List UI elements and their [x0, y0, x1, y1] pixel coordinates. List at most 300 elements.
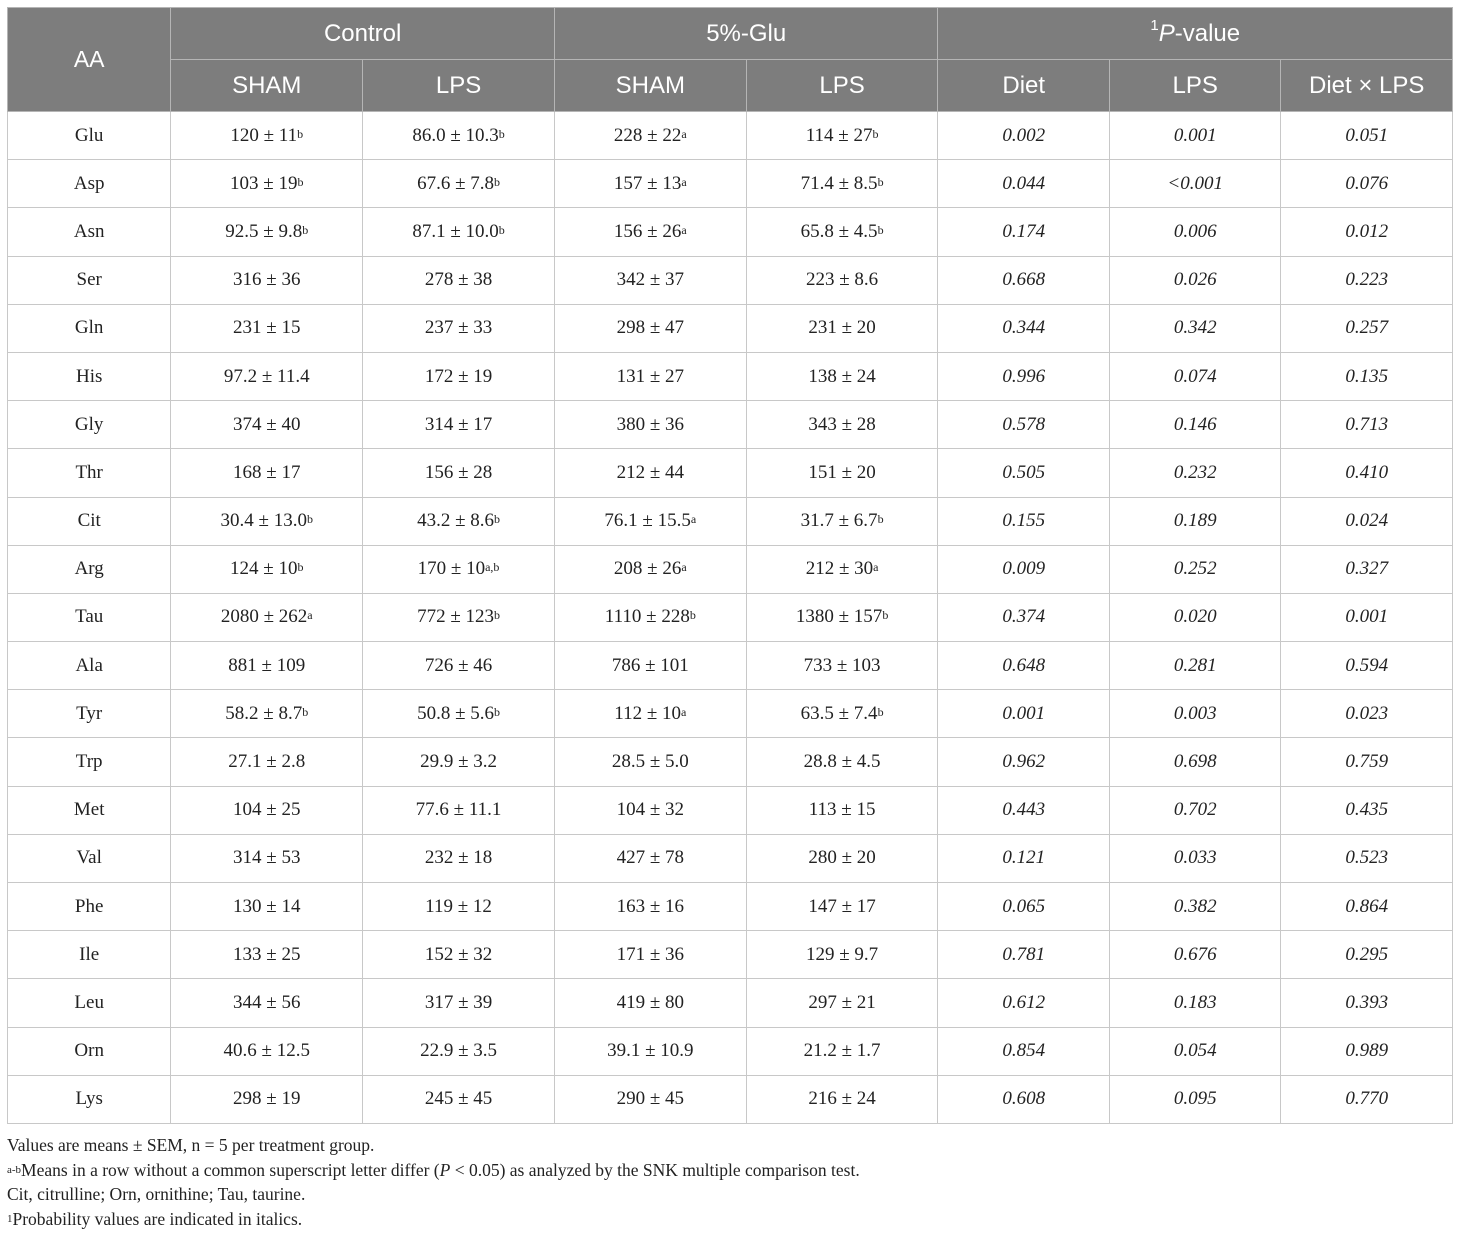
cell-p-lps: 0.006 [1109, 208, 1280, 256]
cell-p-interaction: 0.223 [1281, 256, 1453, 304]
cell-p-diet: 0.962 [938, 738, 1109, 786]
header-control: Control [171, 8, 555, 60]
cell-aa: Phe [8, 883, 171, 931]
cell-p-diet: 0.121 [938, 834, 1109, 882]
cell-superscript: b [882, 608, 889, 623]
cell-p-interaction: 0.295 [1281, 931, 1453, 979]
footnote-probability-text: Probability values are indicated in italics. [12, 1208, 303, 1229]
cell-aa: Thr [8, 449, 171, 497]
header-control-sham: SHAM [171, 60, 363, 112]
cell-control-lps [363, 256, 555, 304]
cell-control-sham [171, 112, 363, 160]
cell-p-diet: 0.443 [938, 786, 1109, 834]
cell-p-interaction: 0.435 [1281, 786, 1453, 834]
cell-superscript: b [877, 222, 884, 237]
cell-glu-lps [746, 1027, 938, 1075]
cell-control-sham [171, 352, 363, 400]
cell-p-diet: 0.001 [938, 690, 1109, 738]
cell-value: 130 ± 14 [233, 895, 301, 917]
cell-glu-lps [746, 642, 938, 690]
cell-control-lps [363, 304, 555, 352]
cell-value: 39.1 ± 10.9 [607, 1040, 694, 1062]
cell-glu-lps [746, 160, 938, 208]
cell-p-interaction: 0.410 [1281, 449, 1453, 497]
cell-value: 147 ± 17 [808, 895, 876, 917]
table-row [8, 786, 1453, 834]
cell-value: 112 ± 10 [614, 702, 682, 724]
table-row [8, 883, 1453, 931]
table-row [8, 160, 1453, 208]
cell-p-lps: <0.001 [1109, 160, 1280, 208]
cell-aa: Ala [8, 642, 171, 690]
cell-p-lps: 0.382 [1109, 883, 1280, 931]
table-body [8, 112, 1453, 1124]
cell-value: 380 ± 36 [616, 413, 685, 435]
cell-value: 152 ± 32 [424, 943, 493, 965]
header-p-interaction: Diet × LPS [1281, 60, 1453, 112]
cell-value: 208 ± 26 [613, 558, 682, 580]
cell-value: 297 ± 21 [808, 991, 876, 1013]
cell-control-lps [363, 545, 555, 593]
cell-glu-lps [746, 931, 938, 979]
table-row [8, 112, 1453, 160]
cell-value: 63.5 ± 7.4 [800, 702, 878, 724]
cell-superscript: b [498, 222, 505, 237]
cell-p-interaction: 0.713 [1281, 401, 1453, 449]
footnote-values: Values are means ± SEM, n = 5 per treatment group. [7, 1135, 375, 1155]
table-row [8, 931, 1453, 979]
cell-control-sham [171, 834, 363, 882]
cell-value: 120 ± 11 [230, 124, 298, 146]
cell-glu-sham [554, 304, 746, 352]
cell-glu-sham [554, 786, 746, 834]
cell-value: 28.8 ± 4.5 [803, 751, 881, 773]
cell-value: 31.7 ± 6.7 [800, 510, 878, 532]
cell-value: 76.1 ± 15.5 [604, 510, 691, 532]
cell-value: 40.6 ± 12.5 [223, 1040, 310, 1062]
cell-value: 114 ± 27 [805, 124, 873, 146]
cell-control-lps [363, 786, 555, 834]
table-row [8, 1075, 1453, 1123]
cell-value: 168 ± 17 [233, 461, 301, 483]
cell-value: 21.2 ± 1.7 [803, 1040, 881, 1062]
cell-superscript: b [494, 512, 500, 527]
cell-glu-lps [746, 304, 938, 352]
cell-glu-sham [554, 931, 746, 979]
cell-p-diet: 0.578 [938, 401, 1109, 449]
header-glu-sham: SHAM [554, 60, 746, 112]
cell-p-interaction: 0.770 [1281, 1075, 1453, 1123]
cell-control-sham [171, 449, 363, 497]
cell-value: 157 ± 13 [613, 172, 682, 194]
cell-aa: Ile [8, 931, 171, 979]
cell-value: 245 ± 45 [424, 1088, 493, 1110]
cell-control-sham [171, 160, 363, 208]
cell-p-lps: 0.252 [1109, 545, 1280, 593]
cell-p-lps: 0.702 [1109, 786, 1280, 834]
cell-p-lps: 0.074 [1109, 352, 1280, 400]
cell-value: 772 ± 123 [417, 606, 494, 628]
table-row [8, 1027, 1453, 1075]
cell-superscript: b [302, 222, 309, 237]
cell-aa: Glu [8, 112, 171, 160]
cell-value: 65.8 ± 4.5 [800, 220, 878, 242]
cell-value: 29.9 ± 3.2 [420, 751, 497, 773]
cell-control-lps [363, 208, 555, 256]
cell-glu-sham [554, 545, 746, 593]
cell-value: 237 ± 33 [424, 317, 493, 339]
cell-p-lps: 0.033 [1109, 834, 1280, 882]
table-row [8, 449, 1453, 497]
cell-p-diet: 0.648 [938, 642, 1109, 690]
cell-superscript: b [297, 126, 304, 141]
cell-value: 170 ± 10 [417, 558, 486, 580]
cell-glu-lps [746, 497, 938, 545]
table-row [8, 593, 1453, 641]
cell-superscript: a [681, 126, 687, 141]
pvalue-footnote-mark: 1 [1150, 17, 1159, 34]
cell-glu-lps [746, 545, 938, 593]
footnote-probability [7, 1207, 1453, 1232]
cell-p-interaction: 0.001 [1281, 593, 1453, 641]
cell-value: 22.9 ± 3.5 [420, 1040, 497, 1062]
cell-control-sham [171, 786, 363, 834]
cell-p-diet: 0.612 [938, 979, 1109, 1027]
cell-glu-lps [746, 256, 938, 304]
cell-p-interaction: 0.594 [1281, 642, 1453, 690]
cell-value: 419 ± 80 [616, 991, 685, 1013]
cell-p-diet: 0.065 [938, 883, 1109, 931]
cell-p-lps: 0.676 [1109, 931, 1280, 979]
cell-glu-sham [554, 449, 746, 497]
cell-value: 92.5 ± 9.8 [225, 220, 303, 242]
cell-p-lps: 0.095 [1109, 1075, 1280, 1123]
cell-value: 228 ± 22 [613, 124, 682, 146]
cell-control-sham [171, 642, 363, 690]
cell-value: 314 ± 17 [424, 413, 493, 435]
cell-value: 290 ± 45 [616, 1088, 685, 1110]
cell-glu-lps [746, 208, 938, 256]
cell-value: 58.2 ± 8.7 [225, 702, 303, 724]
cell-value: 278 ± 38 [424, 269, 493, 291]
cell-glu-sham [554, 160, 746, 208]
cell-value: 1110 ± 228 [604, 606, 690, 628]
cell-p-diet: 0.668 [938, 256, 1109, 304]
cell-value: 223 ± 8.6 [806, 269, 879, 291]
cell-control-sham [171, 304, 363, 352]
cell-p-diet: 0.854 [938, 1027, 1109, 1075]
table-row [8, 497, 1453, 545]
cell-superscript: b [297, 174, 304, 189]
cell-p-lps: 0.020 [1109, 593, 1280, 641]
cell-value: 232 ± 18 [424, 847, 493, 869]
cell-value: 124 ± 10 [230, 558, 298, 580]
cell-p-lps: 0.146 [1109, 401, 1280, 449]
cell-aa: Gln [8, 304, 171, 352]
cell-superscript: a [307, 608, 313, 623]
cell-glu-sham [554, 593, 746, 641]
amino-acid-table [7, 7, 1453, 1124]
cell-value: 103 ± 19 [230, 172, 298, 194]
cell-aa: Trp [8, 738, 171, 786]
table-row [8, 979, 1453, 1027]
cell-control-sham [171, 979, 363, 1027]
cell-p-interaction: 0.327 [1281, 545, 1453, 593]
header-control-lps: LPS [363, 60, 555, 112]
cell-aa: Arg [8, 545, 171, 593]
cell-glu-sham [554, 642, 746, 690]
cell-value: 77.6 ± 11.1 [415, 799, 502, 821]
cell-control-sham [171, 401, 363, 449]
header-glu: 5%-Glu [554, 8, 938, 60]
header-glu-lps: LPS [746, 60, 938, 112]
cell-control-sham [171, 738, 363, 786]
header-pvalue [938, 8, 1453, 60]
cell-control-lps [363, 497, 555, 545]
cell-p-interaction: 0.257 [1281, 304, 1453, 352]
cell-p-diet: 0.009 [938, 545, 1109, 593]
cell-control-lps [363, 979, 555, 1027]
cell-superscript: b [689, 608, 696, 623]
cell-value: 881 ± 109 [228, 654, 306, 676]
cell-glu-sham [554, 497, 746, 545]
cell-p-diet: 0.344 [938, 304, 1109, 352]
cell-control-lps [363, 449, 555, 497]
cell-p-interaction: 0.864 [1281, 883, 1453, 931]
cell-glu-lps [746, 786, 938, 834]
cell-control-lps [363, 738, 555, 786]
cell-control-lps [363, 1075, 555, 1123]
cell-p-diet: 0.608 [938, 1075, 1109, 1123]
cell-glu-lps [746, 401, 938, 449]
cell-superscript: a [681, 560, 687, 575]
table-row [8, 352, 1453, 400]
cell-control-lps [363, 642, 555, 690]
cell-value: 156 ± 28 [424, 461, 493, 483]
cell-p-interaction: 0.024 [1281, 497, 1453, 545]
cell-value: 212 ± 30 [805, 558, 874, 580]
cell-aa: Val [8, 834, 171, 882]
table-row [8, 304, 1453, 352]
cell-value: 2080 ± 262 [220, 606, 308, 628]
cell-control-sham [171, 1075, 363, 1123]
cell-value: 86.0 ± 10.3 [412, 124, 499, 146]
cell-glu-sham [554, 112, 746, 160]
cell-value: 231 ± 15 [233, 317, 301, 339]
cell-superscript: b [494, 174, 500, 189]
cell-value: 67.6 ± 7.8 [417, 172, 494, 194]
table-row [8, 256, 1453, 304]
cell-control-sham [171, 545, 363, 593]
cell-control-sham [171, 1027, 363, 1075]
cell-value: 298 ± 19 [233, 1088, 301, 1110]
cell-glu-sham [554, 401, 746, 449]
cell-glu-lps [746, 352, 938, 400]
footnote-superscripts [7, 1158, 1453, 1183]
cell-value: 317 ± 39 [424, 991, 493, 1013]
table-row [8, 738, 1453, 786]
cell-superscript: a [690, 512, 697, 527]
cell-glu-sham [554, 979, 746, 1027]
cell-p-diet: 0.044 [938, 160, 1109, 208]
cell-superscript: a [681, 222, 687, 237]
cell-aa: Leu [8, 979, 171, 1027]
cell-value: 113 ± 15 [808, 799, 876, 821]
cell-p-interaction: 0.135 [1281, 352, 1453, 400]
table-footnotes [7, 1133, 1453, 1231]
cell-value: 212 ± 44 [616, 461, 685, 483]
cell-p-interaction: 0.759 [1281, 738, 1453, 786]
cell-p-interaction: 0.523 [1281, 834, 1453, 882]
cell-glu-lps [746, 1075, 938, 1123]
cell-value: 344 ± 56 [233, 991, 301, 1013]
cell-value: 163 ± 16 [616, 895, 685, 917]
cell-control-lps [363, 593, 555, 641]
cell-value: 30.4 ± 13.0 [220, 510, 307, 532]
cell-p-interaction: 0.393 [1281, 979, 1453, 1027]
cell-superscript: b [877, 704, 884, 719]
cell-value: 156 ± 26 [613, 220, 682, 242]
cell-value: 733 ± 103 [803, 654, 881, 676]
cell-p-diet: 0.505 [938, 449, 1109, 497]
cell-glu-sham [554, 208, 746, 256]
cell-control-sham [171, 256, 363, 304]
cell-value: 280 ± 20 [808, 847, 876, 869]
cell-value: 27.1 ± 2.8 [228, 751, 306, 773]
cell-glu-sham [554, 1027, 746, 1075]
table-row [8, 834, 1453, 882]
cell-value: 71.4 ± 8.5 [800, 172, 878, 194]
cell-value: 172 ± 19 [424, 365, 493, 387]
table-row [8, 690, 1453, 738]
cell-value: 1380 ± 157 [795, 606, 883, 628]
footnote-mark-ab: a-b [7, 1163, 22, 1176]
cell-glu-sham [554, 738, 746, 786]
cell-superscript: b [877, 512, 884, 527]
cell-p-diet: 0.155 [938, 497, 1109, 545]
cell-p-diet: 0.002 [938, 112, 1109, 160]
cell-value: 131 ± 27 [616, 365, 685, 387]
cell-aa: Tyr [8, 690, 171, 738]
cell-p-lps: 0.001 [1109, 112, 1280, 160]
header-p-diet: Diet [938, 60, 1109, 112]
cell-aa: Lys [8, 1075, 171, 1123]
cell-value: 786 ± 101 [611, 654, 689, 676]
cell-value: 87.1 ± 10.0 [412, 220, 499, 242]
cell-value: 298 ± 47 [616, 317, 685, 339]
cell-p-lps: 0.054 [1109, 1027, 1280, 1075]
cell-value: 343 ± 28 [808, 413, 876, 435]
cell-control-lps [363, 834, 555, 882]
cell-p-lps: 0.183 [1109, 979, 1280, 1027]
cell-glu-lps [746, 112, 938, 160]
cell-value: 427 ± 78 [616, 847, 685, 869]
cell-glu-lps [746, 690, 938, 738]
cell-value: 171 ± 36 [616, 943, 685, 965]
cell-control-sham [171, 931, 363, 979]
cell-glu-sham [554, 256, 746, 304]
table-container [7, 7, 1453, 1124]
cell-p-diet: 0.781 [938, 931, 1109, 979]
cell-value: 97.2 ± 11.4 [223, 365, 310, 387]
cell-aa: Orn [8, 1027, 171, 1075]
cell-p-interaction: 0.051 [1281, 112, 1453, 160]
cell-value: 374 ± 40 [233, 413, 301, 435]
cell-superscript: a [681, 174, 687, 189]
cell-control-lps [363, 352, 555, 400]
cell-p-lps: 0.026 [1109, 256, 1280, 304]
cell-glu-lps [746, 883, 938, 931]
cell-glu-lps [746, 834, 938, 882]
cell-glu-lps [746, 979, 938, 1027]
cell-superscript: b [498, 126, 505, 141]
cell-control-lps [363, 931, 555, 979]
cell-glu-lps [746, 449, 938, 497]
table-row [8, 208, 1453, 256]
cell-aa: Gly [8, 401, 171, 449]
cell-aa: Met [8, 786, 171, 834]
cell-superscript: b [494, 608, 500, 623]
cell-value: 216 ± 24 [808, 1088, 876, 1110]
table-row [8, 642, 1453, 690]
cell-glu-sham [554, 1075, 746, 1123]
cell-aa: Asp [8, 160, 171, 208]
footnote-abbreviations: Cit, citrulline; Orn, ornithine; Tau, taurine. [7, 1184, 306, 1204]
cell-value: 316 ± 36 [233, 269, 301, 291]
cell-p-lps: 0.698 [1109, 738, 1280, 786]
cell-control-sham [171, 690, 363, 738]
cell-glu-sham [554, 834, 746, 882]
cell-superscript: b [494, 704, 500, 719]
cell-superscript: b [877, 174, 884, 189]
cell-superscript: b [306, 512, 313, 527]
cell-glu-lps [746, 738, 938, 786]
pvalue-rest: -value [1174, 20, 1241, 47]
cell-p-lps: 0.342 [1109, 304, 1280, 352]
cell-control-sham [171, 593, 363, 641]
cell-value: 104 ± 32 [616, 799, 685, 821]
cell-value: 314 ± 53 [233, 847, 301, 869]
cell-p-diet: 0.996 [938, 352, 1109, 400]
cell-p-lps: 0.189 [1109, 497, 1280, 545]
cell-control-lps [363, 160, 555, 208]
cell-value: 28.5 ± 5.0 [611, 751, 689, 773]
cell-value: 104 ± 25 [233, 799, 301, 821]
cell-p-diet: 0.374 [938, 593, 1109, 641]
footnote-text-a: Means in a row without a common superscript letter differ ( [21, 1159, 440, 1180]
cell-p-lps: 0.232 [1109, 449, 1280, 497]
cell-control-lps [363, 883, 555, 931]
table-header [8, 8, 1453, 112]
cell-superscript: a,b [485, 560, 500, 575]
cell-superscript: a [873, 560, 879, 575]
table-row [8, 545, 1453, 593]
cell-aa: Asn [8, 208, 171, 256]
header-aa: AA [8, 8, 171, 112]
cell-value: 151 ± 20 [808, 461, 876, 483]
cell-p-interaction: 0.012 [1281, 208, 1453, 256]
cell-value: 342 ± 37 [616, 269, 685, 291]
cell-control-lps [363, 401, 555, 449]
footnote-text-b: < 0.05) as analyzed by the SNK multiple comparison test. [450, 1159, 860, 1180]
cell-superscript: a [681, 704, 687, 719]
cell-p-interaction: 0.076 [1281, 160, 1453, 208]
pvalue-p: P [1158, 20, 1175, 47]
cell-superscript: b [297, 560, 304, 575]
cell-value: 133 ± 25 [233, 943, 301, 965]
cell-p-diet: 0.174 [938, 208, 1109, 256]
cell-glu-sham [554, 352, 746, 400]
